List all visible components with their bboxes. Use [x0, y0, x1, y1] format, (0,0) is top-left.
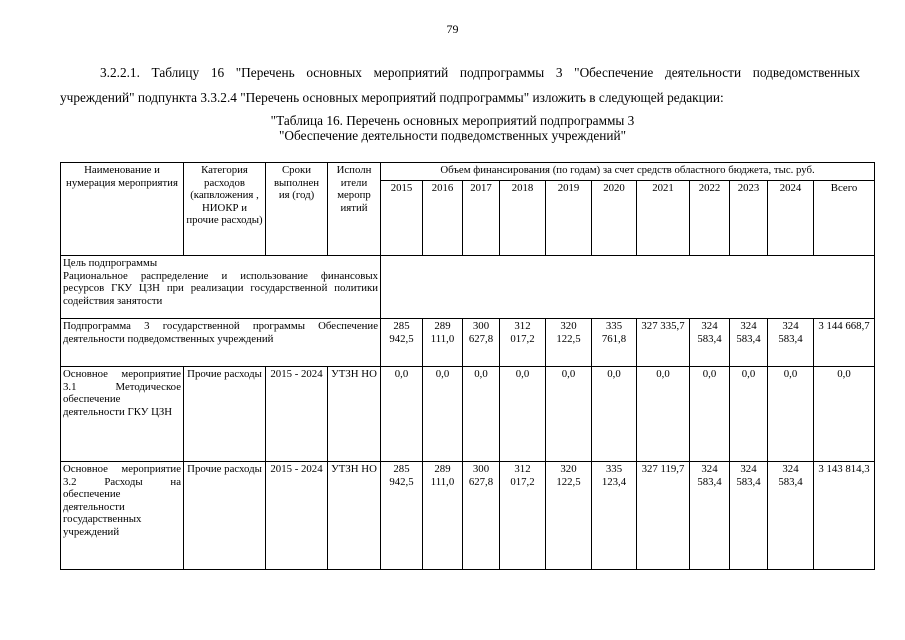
measure-total: 0,0 — [814, 367, 875, 462]
goal-row — [61, 256, 875, 319]
program-value: 335 761,8 — [592, 319, 637, 367]
table-caption-line1: "Таблица 16. Перечень основных мероприятий подпрограммы 3 — [270, 113, 635, 128]
measure-value: 0,0 — [423, 367, 463, 462]
measure-value: 0,0 — [463, 367, 500, 462]
measure-value: 0,0 — [592, 367, 637, 462]
measure-value: 285 942,5 — [381, 462, 423, 570]
measure-category: Прочие расходы — [184, 462, 266, 570]
program-value: 324 583,4 — [768, 319, 814, 367]
header-year: 2024 — [768, 181, 814, 256]
header-row-1 — [61, 163, 875, 181]
page-number: 79 — [446, 22, 459, 36]
measure-value: 289 111,0 — [423, 462, 463, 570]
measure-value: 0,0 — [381, 367, 423, 462]
measure-value: 335 123,4 — [592, 462, 637, 570]
measure-value: 0,0 — [546, 367, 592, 462]
program-value: 320 122,5 — [546, 319, 592, 367]
measure-name: Основное мероприятие 3.1 Методическое обеспечение деятельности ГКУ ЦЗН — [61, 367, 184, 462]
header-year: 2019 — [546, 181, 592, 256]
measure-value: 320 122,5 — [546, 462, 592, 570]
header-executors: Исполн ители меропр иятий — [328, 163, 381, 256]
intro-paragraph-line2: учреждений" подпункта 3.3.2.4 "Перечень основных мероприятий подпрограммы" изложить в следующей редакции: — [60, 90, 724, 105]
measure-category: Прочие расходы — [184, 367, 266, 462]
header-year: 2022 — [690, 181, 730, 256]
measure-value: 0,0 — [768, 367, 814, 462]
measure-value: 0,0 — [690, 367, 730, 462]
table-row — [61, 367, 875, 462]
table-caption-line2: "Обеспечение деятельности подведомственных учреждений" — [278, 128, 627, 143]
table-row — [61, 462, 875, 570]
measure-name: Основное мероприятие 3.2 Расходы на обеспечение деятельности государственных учреждений — [61, 462, 184, 570]
measure-value: 0,0 — [637, 367, 690, 462]
measure-terms: 2015 - 2024 — [266, 462, 328, 570]
program-value: 300 627,8 — [463, 319, 500, 367]
header-terms: Сроки выполнен ия (год) — [266, 163, 328, 256]
goal-empty-cell — [381, 256, 875, 319]
program-total: 3 144 668,7 — [814, 319, 875, 367]
header-year: 2015 — [381, 181, 423, 256]
measure-value: 324 583,4 — [730, 462, 768, 570]
header-year: 2021 — [637, 181, 690, 256]
program-value: 312 017,2 — [500, 319, 546, 367]
goal-title: Цель подпрограммы — [63, 257, 158, 269]
measure-value: 300 627,8 — [463, 462, 500, 570]
measure-value: 324 583,4 — [690, 462, 730, 570]
measure-value: 327 119,7 — [637, 462, 690, 570]
measure-total: 3 143 814,3 — [814, 462, 875, 570]
header-year: 2016 — [423, 181, 463, 256]
measure-value: 0,0 — [730, 367, 768, 462]
measure-value: 324 583,4 — [768, 462, 814, 570]
program-row — [61, 319, 875, 367]
header-year: 2023 — [730, 181, 768, 256]
program-value: 285 942,5 — [381, 319, 423, 367]
measure-executor: УТЗН НО — [328, 462, 381, 570]
header-year: 2020 — [592, 181, 637, 256]
header-year: 2018 — [500, 181, 546, 256]
program-name: Подпрограмма 3 государственной программы Обеспечение деятельности подведомственных учреждений — [61, 319, 381, 367]
goal-text: Рациональное распределение и использование финансовых ресурсов ГКУ ЦЗН при реализации государственной политики содействия занятости — [63, 269, 378, 307]
header-name: Наименование и нумерация мероприятия — [61, 163, 184, 256]
program-value: 327 335,7 — [637, 319, 690, 367]
program-value: 289 111,0 — [423, 319, 463, 367]
goal-cell — [61, 256, 381, 319]
program-value: 324 583,4 — [690, 319, 730, 367]
measure-value: 312 017,2 — [500, 462, 546, 570]
measures-table — [60, 162, 875, 570]
intro-paragraph-line1: 3.2.2.1. Таблицу 16 "Перечень основных мероприятий подпрограммы 3 "Обеспечение деятельности подведомственных — [100, 65, 860, 80]
header-year: 2017 — [463, 181, 500, 256]
header-total: Всего — [814, 181, 875, 256]
measure-terms: 2015 - 2024 — [266, 367, 328, 462]
program-value: 324 583,4 — [730, 319, 768, 367]
measure-value: 0,0 — [500, 367, 546, 462]
header-category: Категория расходов (капвложения , НИОКР и прочие расходы) — [184, 163, 266, 256]
measure-executor: УТЗН НО — [328, 367, 381, 462]
header-financing: Объем финансирования (по годам) за счет средств областного бюджета, тыс. руб. — [381, 163, 875, 181]
